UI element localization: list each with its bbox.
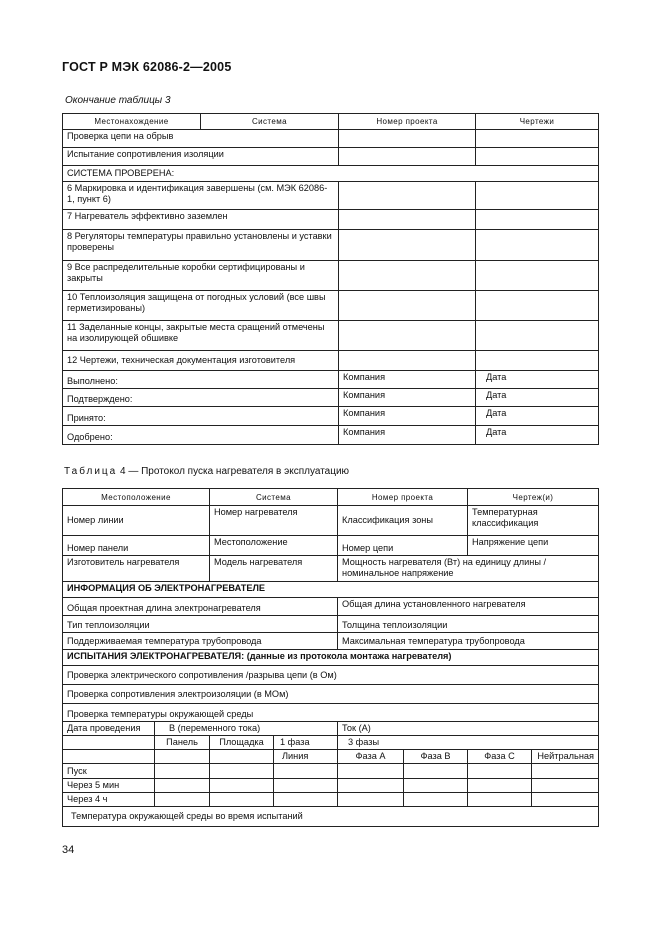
t3-date-label: Дата bbox=[476, 426, 599, 445]
t4-phase-c-label: Фаза С bbox=[468, 750, 532, 764]
t4-zone-class: Классификация зоны bbox=[338, 506, 468, 536]
t4-cell bbox=[210, 750, 274, 764]
t4-cell bbox=[155, 764, 210, 779]
t4-circuit-number: Номер цепи bbox=[338, 536, 468, 556]
table3 bbox=[62, 113, 599, 445]
t4-manufacturer: Изготовитель нагревателя bbox=[63, 556, 210, 582]
t4-test-resistance: Проверка электрического сопротивления /разрыва цепи (в Ом) bbox=[63, 666, 599, 685]
t4-ambient-note: Температура окружающей среды во время испытаний bbox=[63, 807, 599, 827]
t4-cell bbox=[155, 779, 210, 793]
t3-row-insulation: Испытание сопротивления изоляции bbox=[63, 148, 339, 166]
t4-site-label: Площадка bbox=[210, 736, 274, 750]
t4-cell bbox=[210, 764, 274, 779]
t3-cell bbox=[339, 261, 476, 291]
t4-panel-number: Номер панели bbox=[63, 536, 210, 556]
t4-max-temp: Максимальная температура трубопровода bbox=[338, 633, 599, 650]
t4-line-number: Номер линии bbox=[63, 506, 210, 536]
t4-insulation-type: Тип теплоизоляции bbox=[63, 616, 338, 633]
table4-caption-text: 4 — Протокол пуска нагревателя в эксплуатацию bbox=[117, 466, 350, 477]
t4-cell bbox=[274, 764, 338, 779]
t3-date-label: Дата bbox=[476, 407, 599, 426]
t4-row-4h: Через 4 ч bbox=[63, 793, 155, 807]
t4-cell bbox=[155, 793, 210, 807]
t3-signoff-accepted: Принято: bbox=[63, 407, 339, 426]
t4-cell bbox=[404, 764, 468, 779]
t4-cell bbox=[468, 764, 532, 779]
t4-location: Местоположение bbox=[210, 536, 338, 556]
t3-signoff-confirmed: Подтверждено: bbox=[63, 389, 339, 407]
t4-cell bbox=[210, 793, 274, 807]
t4-col-project: Номер проекта bbox=[338, 489, 468, 506]
t3-cell bbox=[339, 130, 476, 148]
t3-signoff-done: Выполнено: bbox=[63, 371, 339, 389]
t3-check-6: 6 Маркировка и идентификация завершены (см. МЭК 62086-1, пункт 6) bbox=[63, 182, 339, 210]
t4-row-5min: Через 5 мин bbox=[63, 779, 155, 793]
t3-cell bbox=[476, 230, 599, 261]
t3-cell bbox=[339, 321, 476, 351]
t3-cell bbox=[339, 148, 476, 166]
t3-company-label: Компания bbox=[339, 407, 476, 426]
t4-current-label: Ток (А) bbox=[338, 722, 599, 736]
t4-temp-class: Температурная классификация bbox=[468, 506, 599, 536]
t4-power-per-length: Мощность нагревателя (Вт) на единицу длины / номинальное напряжение bbox=[338, 556, 599, 582]
t3-date-label: Дата bbox=[476, 389, 599, 407]
t4-cell bbox=[532, 779, 599, 793]
t4-cell bbox=[274, 793, 338, 807]
t4-date-label: Дата проведения bbox=[63, 722, 155, 736]
t4-installed-length: Общая длина установленного нагревателя bbox=[338, 598, 599, 616]
t3-company-label: Компания bbox=[339, 426, 476, 445]
t3-cell bbox=[476, 182, 599, 210]
t4-test-ambient: Проверка температуры окружающей среды bbox=[63, 704, 599, 722]
t3-cell bbox=[476, 321, 599, 351]
t4-cell bbox=[468, 779, 532, 793]
t3-col-drawings: Чертежи bbox=[476, 114, 599, 130]
t3-cell bbox=[476, 261, 599, 291]
t3-cell bbox=[339, 291, 476, 321]
t3-col-system: Система bbox=[201, 114, 339, 130]
t3-row-continuity: Проверка цепи на обрыв bbox=[63, 130, 339, 148]
t3-cell bbox=[339, 230, 476, 261]
t4-cell bbox=[532, 764, 599, 779]
document-code: ГОСТ Р МЭК 62086-2—2005 bbox=[62, 60, 232, 74]
t4-design-length: Общая проектная длина электронагревателя bbox=[63, 598, 338, 616]
t4-col-location: Местоположение bbox=[63, 489, 210, 506]
t4-insulation-thickness: Толщина теплоизоляции bbox=[338, 616, 599, 633]
t4-panel-label: Панель bbox=[155, 736, 210, 750]
t3-check-8: 8 Регуляторы температуры правильно установлены и уставки проверены bbox=[63, 230, 339, 261]
t4-phase-a-label: Фаза А bbox=[338, 750, 404, 764]
t4-maintained-temp: Поддерживаемая температура трубопровода bbox=[63, 633, 338, 650]
table4-caption-prefix: Таблица bbox=[64, 466, 118, 477]
t3-cell bbox=[476, 210, 599, 230]
t4-cell bbox=[155, 750, 210, 764]
t4-phase-b-label: Фаза В bbox=[404, 750, 468, 764]
t4-test-section: ИСПЫТАНИЯ ЭЛЕКТРОНАГРЕВАТЕЛЯ: (данные из протокола монтажа нагревателя) bbox=[63, 650, 599, 666]
t4-line-label: Линия bbox=[274, 750, 338, 764]
t4-three-phase-label: 3 фазы bbox=[338, 736, 599, 750]
t3-signoff-approved: Одобрено: bbox=[63, 426, 339, 445]
t3-cell bbox=[476, 148, 599, 166]
t3-col-project: Номер проекта bbox=[339, 114, 476, 130]
t3-cell bbox=[339, 210, 476, 230]
t3-check-7: 7 Нагреватель эффективно заземлен bbox=[63, 210, 339, 230]
t4-one-phase-label: 1 фаза bbox=[274, 736, 338, 750]
t4-col-system: Система bbox=[210, 489, 338, 506]
t4-model: Модель нагревателя bbox=[210, 556, 338, 582]
t3-cell bbox=[339, 182, 476, 210]
t4-col-drawings: Чертеж(и) bbox=[468, 489, 599, 506]
t3-date-label: Дата bbox=[476, 371, 599, 389]
t4-cell bbox=[532, 793, 599, 807]
t3-company-label: Компания bbox=[339, 389, 476, 407]
t4-circuit-voltage: Напряжение цепи bbox=[468, 536, 599, 556]
t4-neutral-label: Нейтральная bbox=[532, 750, 599, 764]
t3-check-10: 10 Теплоизоляция защищена от погодных условий (все швы герметизированы) bbox=[63, 291, 339, 321]
table4 bbox=[62, 488, 599, 827]
t4-cell bbox=[404, 779, 468, 793]
t4-cell bbox=[63, 750, 155, 764]
t3-check-12: 12 Чертежи, техническая документация изготовителя bbox=[63, 351, 339, 371]
table3-caption: Окончание таблицы 3 bbox=[65, 95, 171, 106]
t4-cell bbox=[338, 764, 404, 779]
t3-cell bbox=[476, 130, 599, 148]
t3-section-title: СИСТЕМА ПРОВЕРЕНА: bbox=[63, 166, 599, 182]
t3-check-11: 11 Заделанные концы, закрытые места сращений отмечены на изолирующей обшивке bbox=[63, 321, 339, 351]
t4-cell bbox=[338, 779, 404, 793]
t3-cell bbox=[339, 351, 476, 371]
t4-row-start: Пуск bbox=[63, 764, 155, 779]
t4-cell bbox=[404, 793, 468, 807]
page-number: 34 bbox=[62, 844, 75, 856]
t4-cell bbox=[210, 779, 274, 793]
t4-info-section: ИНФОРМАЦИЯ ОБ ЭЛЕКТРОНАГРЕВАТЕЛЕ bbox=[63, 582, 599, 598]
t3-col-location: Местонахождение bbox=[63, 114, 201, 130]
t4-cell bbox=[338, 793, 404, 807]
t4-cell bbox=[63, 736, 155, 750]
t4-cell bbox=[274, 779, 338, 793]
t3-cell bbox=[476, 291, 599, 321]
t3-cell bbox=[476, 351, 599, 371]
t4-voltage-label: В (переменного тока) bbox=[155, 722, 338, 736]
t3-check-9: 9 Все распределительные коробки сертифицированы и закрыты bbox=[63, 261, 339, 291]
t3-company-label: Компания bbox=[339, 371, 476, 389]
t4-cell bbox=[468, 793, 532, 807]
table4-caption bbox=[64, 466, 349, 477]
t4-heater-number: Номер нагревателя bbox=[210, 506, 338, 536]
t4-test-insulation: Проверка сопротивления электроизоляции (в МОм) bbox=[63, 685, 599, 704]
